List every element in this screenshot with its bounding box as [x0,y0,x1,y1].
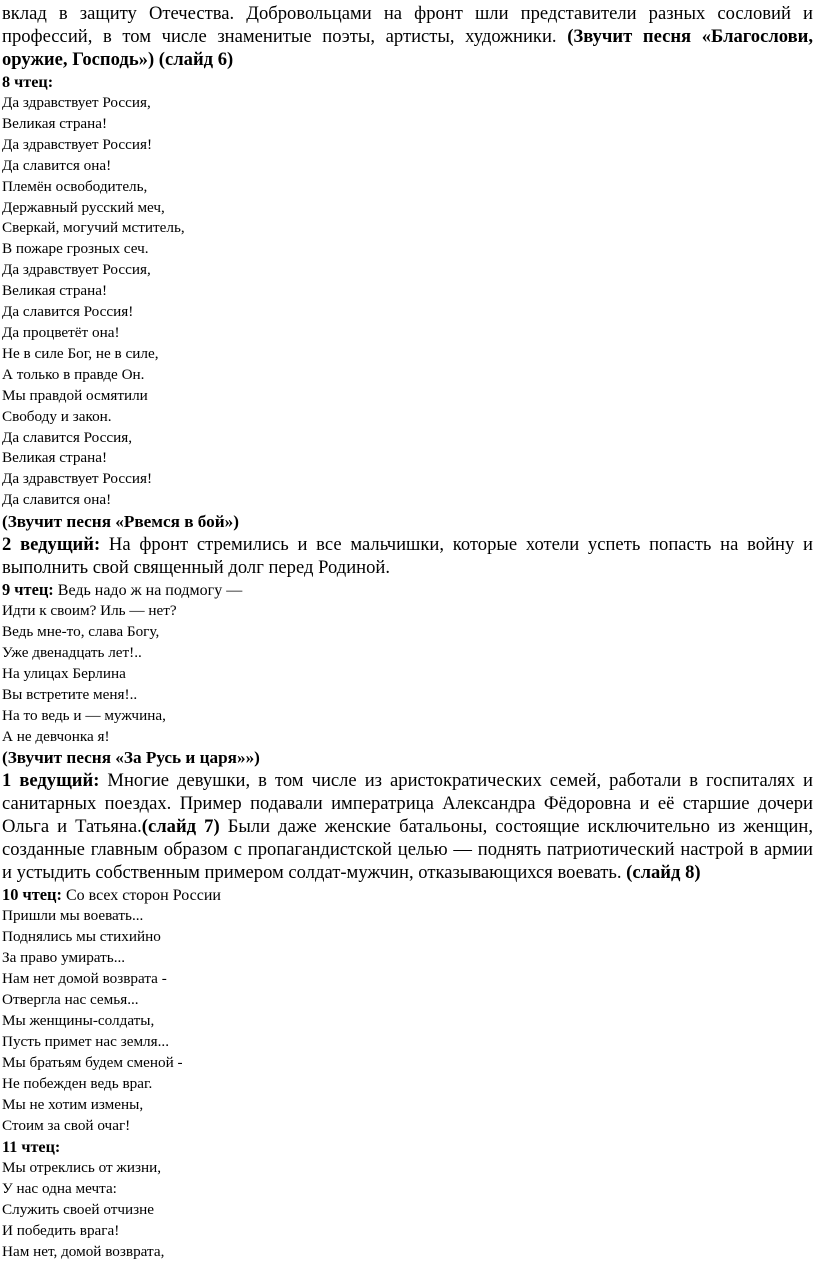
poem-line: Пришли мы воевать... [2,907,144,925]
poem-line: Не в силе Бог, не в силе, [2,344,159,362]
poem-line: Державный русский меч, [2,198,165,216]
reader-8-poem [2,93,813,511]
poem-line: Мы братьям будем сменой - [2,1053,183,1071]
poem-line: В пожаре грозных сеч. [2,240,149,258]
poem-line: Пусть примет нас земля... [2,1032,170,1050]
poem-line: Сверкай, могучий мститель, [2,219,185,237]
poem-line: Великая страна! [2,114,108,132]
host-2-text: На фронт стремились и все мальчишки, которые хотели успеть попасть на войну и выполнить свой священный долг перед Родиной. [2,534,813,579]
reader-8-label: 8 чтец: [2,73,54,91]
host-1-text-part1: Многие девушки, в том числе из аристократических семей, работали в госпиталях и санитарных поездах. Пример подавали императрица Александра Фёдоровна и её старшие дочери Ольга и Татьяна. [2,770,813,838]
poem-line: Служить своей отчизне [2,1201,155,1219]
poem-line: Мы женщины-солдаты, [2,1012,155,1029]
host-2-label: 2 ведущий: [2,534,101,556]
reader-10-poem [2,884,813,1136]
poem-line: Отвергла нас семья... [2,991,139,1009]
poem-line: На то ведь и — мужчина, [2,706,166,724]
poem-line-first: Со всех сторон России [61,887,221,905]
reader-11-label: 11 чтец: [2,1138,61,1157]
poem-line: И победить врага! [2,1222,120,1240]
poem-line: Да здравствует Россия! [2,470,153,488]
poem-line: Свободу и закон. [2,407,112,425]
song-cue-blagoslovi: (Звучит песня «Благослови, оружие, Господь») (слайд 6) [2,26,813,70]
reader-11-poem [2,1158,813,1263]
poem-line: Поднялись мы стихийно [2,928,161,946]
reader-10-label: 10 чтец: [2,885,62,905]
reader-9-label: 9 чтец: [2,580,54,600]
host-1-label: 1 ведущий: [2,770,100,792]
poem-line: Уже двенадцать лет!.. [2,643,142,661]
poem-line: Да здравствует Россия, [2,94,151,111]
poem-line: Вы встретите меня!.. [2,685,138,703]
poem-line: Да славится Россия, [2,428,133,446]
poem-line: На улицах Берлина [2,664,126,682]
poem-line: Не побежден ведь враг. [2,1074,153,1092]
poem-line: Нам нет, домой возврата, [2,1243,165,1261]
poem-line: Стоим за свой очаг! [2,1116,131,1134]
poem-line: Да процветёт она! [2,323,120,341]
poem-line: За право умирать... [2,949,126,967]
host-2-paragraph [2,533,813,579]
poem-line: Ведь мне-то, слава Богу, [2,623,160,641]
slide-7-cue: (слайд 7) [141,816,220,838]
intro-text: вклад в защиту Отечества. Добровольцами на фронт шли представители разных сословий и профессий, в том числе знаменитые поэты, артисты, художники. [2,3,813,47]
poem-line: Мы правдой осмятили [2,386,148,404]
poem-line: Да славится она! [2,156,112,174]
poem-line [2,884,813,906]
poem-line: Да славится Россия! [2,303,134,321]
poem-line: У нас одна мечта: [2,1180,117,1198]
poem-line: А не девчонка я! [2,727,110,745]
poem-line: Нам нет домой возврата - [2,970,167,988]
reader-9-poem [2,579,813,747]
host-1-text-part2: Были даже женские батальоны, состоящие исключительно из женщин, созданные главным образом с пропагандистской целью — поднять патриотический настрой в армии и устыдить собственным примером солдат-мужчин, отказывающихся воевать. [2,816,813,884]
song-cue-za-rus: (Звучит песня «За Русь и царя»») [2,748,260,768]
poem-line: Великая страна! [2,449,108,467]
poem-line: Да здравствует Россия, [2,261,151,279]
slide-8-cue: (слайд 8) [626,862,701,884]
intro-paragraph [2,2,813,71]
song-cue-rvemsya: (Звучит песня «Рвемся в бой») [2,512,239,532]
host-1-paragraph [2,769,813,884]
poem-line [2,579,813,601]
poem-line: Племён освободитель, [2,177,148,195]
poem-line: Идти к своим? Иль — нет? [2,602,177,620]
poem-line: Великая страна! [2,282,108,300]
poem-line: Да славится она! [2,491,112,509]
poem-line: Да здравствует Россия! [2,135,153,153]
poem-line: Мы отреклись от жизни, [2,1159,162,1177]
poem-line: А только в правде Он. [2,365,145,383]
poem-line: Мы не хотим измены, [2,1095,144,1113]
poem-line-first: Ведь надо ж на подмогу — [53,582,243,600]
